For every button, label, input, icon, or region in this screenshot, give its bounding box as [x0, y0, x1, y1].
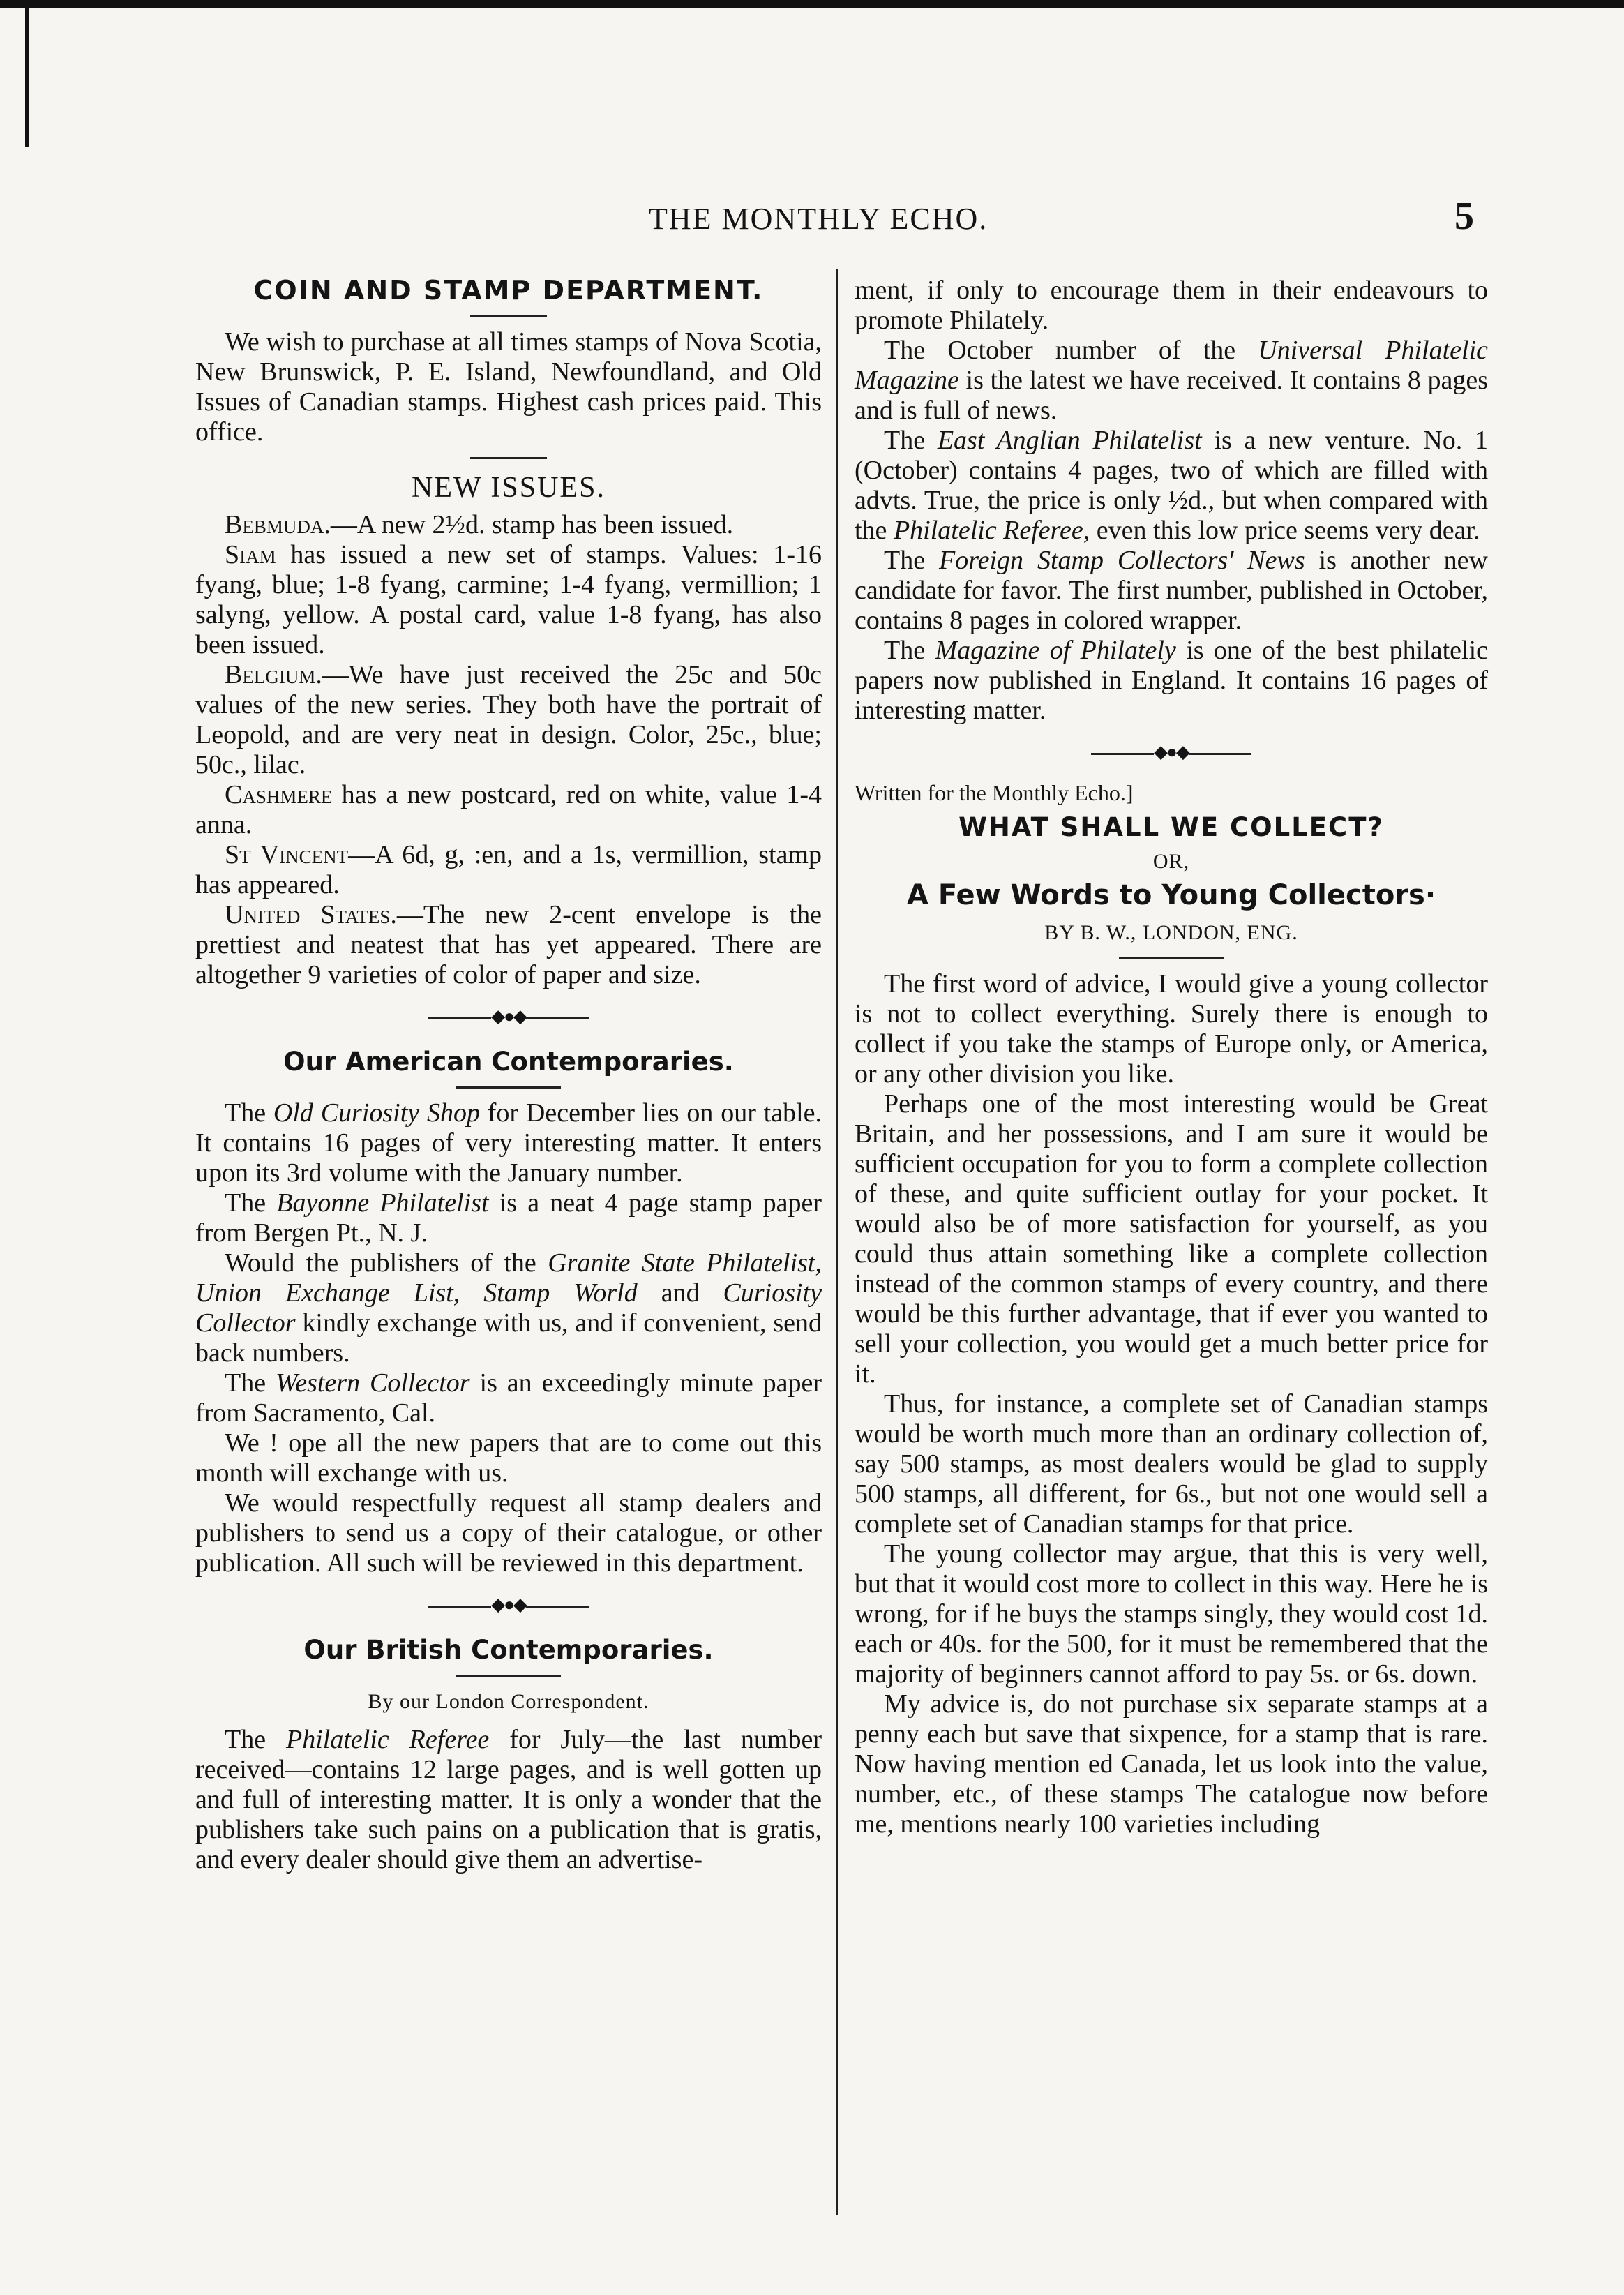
rule	[470, 315, 547, 317]
british-paragraph: The Philatelic Referee for July—the last number received—contains 12 large pages, and is well gotten up and full of interesting matter. It is only a wonder that the publishers take such pains on a publication that is gratis, and every dealer should give them an advertise-	[195, 1725, 822, 1874]
rule	[456, 1086, 561, 1089]
rule	[456, 1675, 561, 1677]
publication-title: Universal Philatelic Magazine	[855, 336, 1488, 395]
publication-title: Granite State Philatelist, Union Exchange List, Stamp World	[195, 1248, 822, 1308]
article-title: WHAT SHALL WE COLLECT?	[958, 812, 1384, 842]
article-body	[855, 969, 1488, 1839]
page-number: 5	[1454, 195, 1475, 238]
publication-title: Old Curiosity Shop	[273, 1098, 480, 1128]
issue-item: St Vincent—A 6d, g, :en, and a 1s, vermillion, stamp has appeared.	[195, 840, 822, 899]
publication-title: Foreign Stamp Collectors' News	[939, 546, 1305, 575]
american-heading: Our American Contemporaries.	[283, 1047, 734, 1077]
article-paragraph: My advice is, do not purchase six separate stamps at a penny each but save that sixpence, for a stamp that is rare. Now having mention ed Canada, let us look into the value, number, etc., of these stamps The catalogue now before me, mentions nearly 100 varieties including	[855, 1689, 1488, 1839]
publication-title: Curiosity Collector	[195, 1278, 822, 1338]
british-heading: Our British Contemporaries.	[303, 1635, 714, 1665]
issue-item: Siam has issued a new set of stamps. Values: 1-16 fyang, blue; 1-8 fyang, carmine; 1-4 fyang, vermillion; 1 salyng, yellow. A postal card, value 1-8 fyang, has also been issued.	[195, 540, 822, 659]
issue-country: Belgium.	[225, 660, 322, 689]
american-paragraph: We would respectfully request all stamp dealers and publishers to send us a copy of their catalogue, or other publication. All such will be reviewed in this department.	[195, 1488, 822, 1578]
ornament-divider: ◆●◆	[195, 1001, 822, 1031]
british-paragraph: The East Anglian Philatelist is a new venture. No. 1 (October) contains 4 pages, two of which are filled with advts. True, the price is only ½d., but when compared with the Philatelic Referee, even this low price seems very dear.	[855, 426, 1488, 545]
publication-title: Magazine of Philately	[935, 636, 1176, 665]
british-paragraph: The October number of the Universal Philatelic Magazine is the latest we have received. It contains 8 pages and is full of news.	[855, 336, 1488, 425]
top-border-rule	[0, 0, 1624, 8]
american-paragraph: The Bayonne Philatelist is a neat 4 page stamp paper from Bergen Pt., N. J.	[195, 1188, 822, 1248]
american-paragraph: We ! ope all the new papers that are to come out this month will exchange with us.	[195, 1428, 822, 1488]
new-issues-heading: NEW ISSUES.	[412, 472, 606, 504]
british-section-continued	[855, 276, 1488, 726]
british-paragraph: The Magazine of Philately is one of the best philatelic papers now published in England. It contains 16 pages of interesting matter.	[855, 636, 1488, 725]
publication-title: Bayonne Philatelist	[276, 1188, 489, 1218]
written-for-note: Written for the Monthly Echo.]	[855, 780, 1134, 805]
issue-country: Siam	[225, 540, 276, 569]
article-byline: BY B. W., LONDON, ENG.	[1044, 921, 1298, 944]
issue-country: St Vincent	[225, 840, 349, 869]
british-byline: By our London Correspondent.	[368, 1690, 649, 1713]
american-section	[195, 1098, 822, 1578]
american-paragraph: The Western Collector is an exceedingly minute paper from Sacramento, Cal.	[195, 1368, 822, 1428]
article-paragraph: Thus, for instance, a complete set of Canadian stamps would be worth much more than an ordinary collection of, say 500 stamps, as most dealers would be glad to supply 500 stamps, all different, for 6s., but not one would sell a complete set of Canadian stamps for that price.	[855, 1389, 1488, 1539]
article-or: OR,	[1152, 850, 1190, 873]
running-title: THE MONTHLY ECHO.	[649, 202, 988, 236]
article-paragraph: The first word of advice, I would give a young collector is not to collect everything. Surely there is enough to collect if you take the stamps of Europe only, or America, or any other division you like.	[855, 969, 1488, 1089]
issue-country: Bebmuda.	[225, 510, 331, 539]
article-paragraph: The young collector may argue, that this is very well, but that it would cost more to collect in this way. Here he is wrong, for if he buys the stamps singly, they would cost 1d. each or 40s. for the 500, for it must be remembered that the majority of beginners cannot afford to pay 5s. or 6s. down.	[855, 1539, 1488, 1689]
issues-list	[195, 510, 822, 990]
publication-title: East Anglian Philatelist	[937, 426, 1202, 455]
article-paragraph: Perhaps one of the most interesting would be Great Britain, and her possessions, and I am sure it would be sufficient occupation for you to form a complete collection of these, and quite sufficient outlay for your pocket. It would also be of more satisfaction for yourself, as you could thus attain something like a complete collection instead of the common stamps of every country, and there would be this further advantage, that if ever you wanted to sell your collection, you would get a much better price for it.	[855, 1089, 1488, 1389]
left-border-rule	[25, 0, 29, 147]
article-subtitle: A Few Words to Young Collectors·	[906, 879, 1436, 911]
dept-heading: COIN AND STAMP DEPARTMENT.	[253, 275, 764, 306]
british-paragraph: ment, if only to encourage them in their endeavours to promote Philately.	[855, 276, 1488, 335]
issue-item: United States.—The new 2-cent envelope is the prettiest and neatest that has yet appeared. There are altogether 9 varieties of color of paper and size.	[195, 900, 822, 989]
british-paragraph: The Foreign Stamp Collectors' News is another new candidate for favor. The first number, published in October, contains 8 pages in colored wrapper.	[855, 546, 1488, 635]
dept-paragraph: We wish to purchase at all times stamps of Nova Scotia, New Brunswick, P. E. Island, Newfoundland, and Old Issues of Canadian stamps. Highest cash prices paid. This office.	[195, 327, 822, 447]
rule	[1119, 957, 1224, 959]
page-header	[0, 188, 1624, 237]
rule	[470, 457, 547, 459]
publication-title: Western Collector	[276, 1368, 470, 1398]
column-divider	[836, 269, 838, 2215]
publication-title: Philatelic Referee	[286, 1725, 490, 1754]
ornament-divider: ◆●◆	[855, 737, 1488, 767]
issue-item: Belgium.—We have just received the 25c and 50c values of the new series. They both have the portrait of Leopold, and are very neat in design. Color, 25c., blue; 50c., lilac.	[195, 660, 822, 779]
ornament-divider: ◆●◆	[195, 1590, 822, 1620]
british-section-start	[195, 1725, 822, 1875]
american-paragraph: The Old Curiosity Shop for December lies on our table. It contains 16 pages of very interesting matter. It enters upon its 3rd volume with the January number.	[195, 1098, 822, 1188]
right-column	[855, 276, 1488, 1839]
left-column	[195, 276, 822, 1875]
issue-item: Cashmere has a new postcard, red on white, value 1-4 anna.	[195, 780, 822, 839]
american-paragraph: Would the publishers of the Granite State Philatelist, Union Exchange List, Stamp World and Curiosity Collector kindly exchange with us, and if convenient, send back numbers.	[195, 1248, 822, 1368]
issue-item: Bebmuda.—A new 2½d. stamp has been issued.	[225, 510, 734, 539]
publication-title: Philatelic Referee	[893, 516, 1083, 545]
issue-country: Cashmere	[225, 780, 333, 809]
issue-country: United States.	[225, 900, 397, 929]
